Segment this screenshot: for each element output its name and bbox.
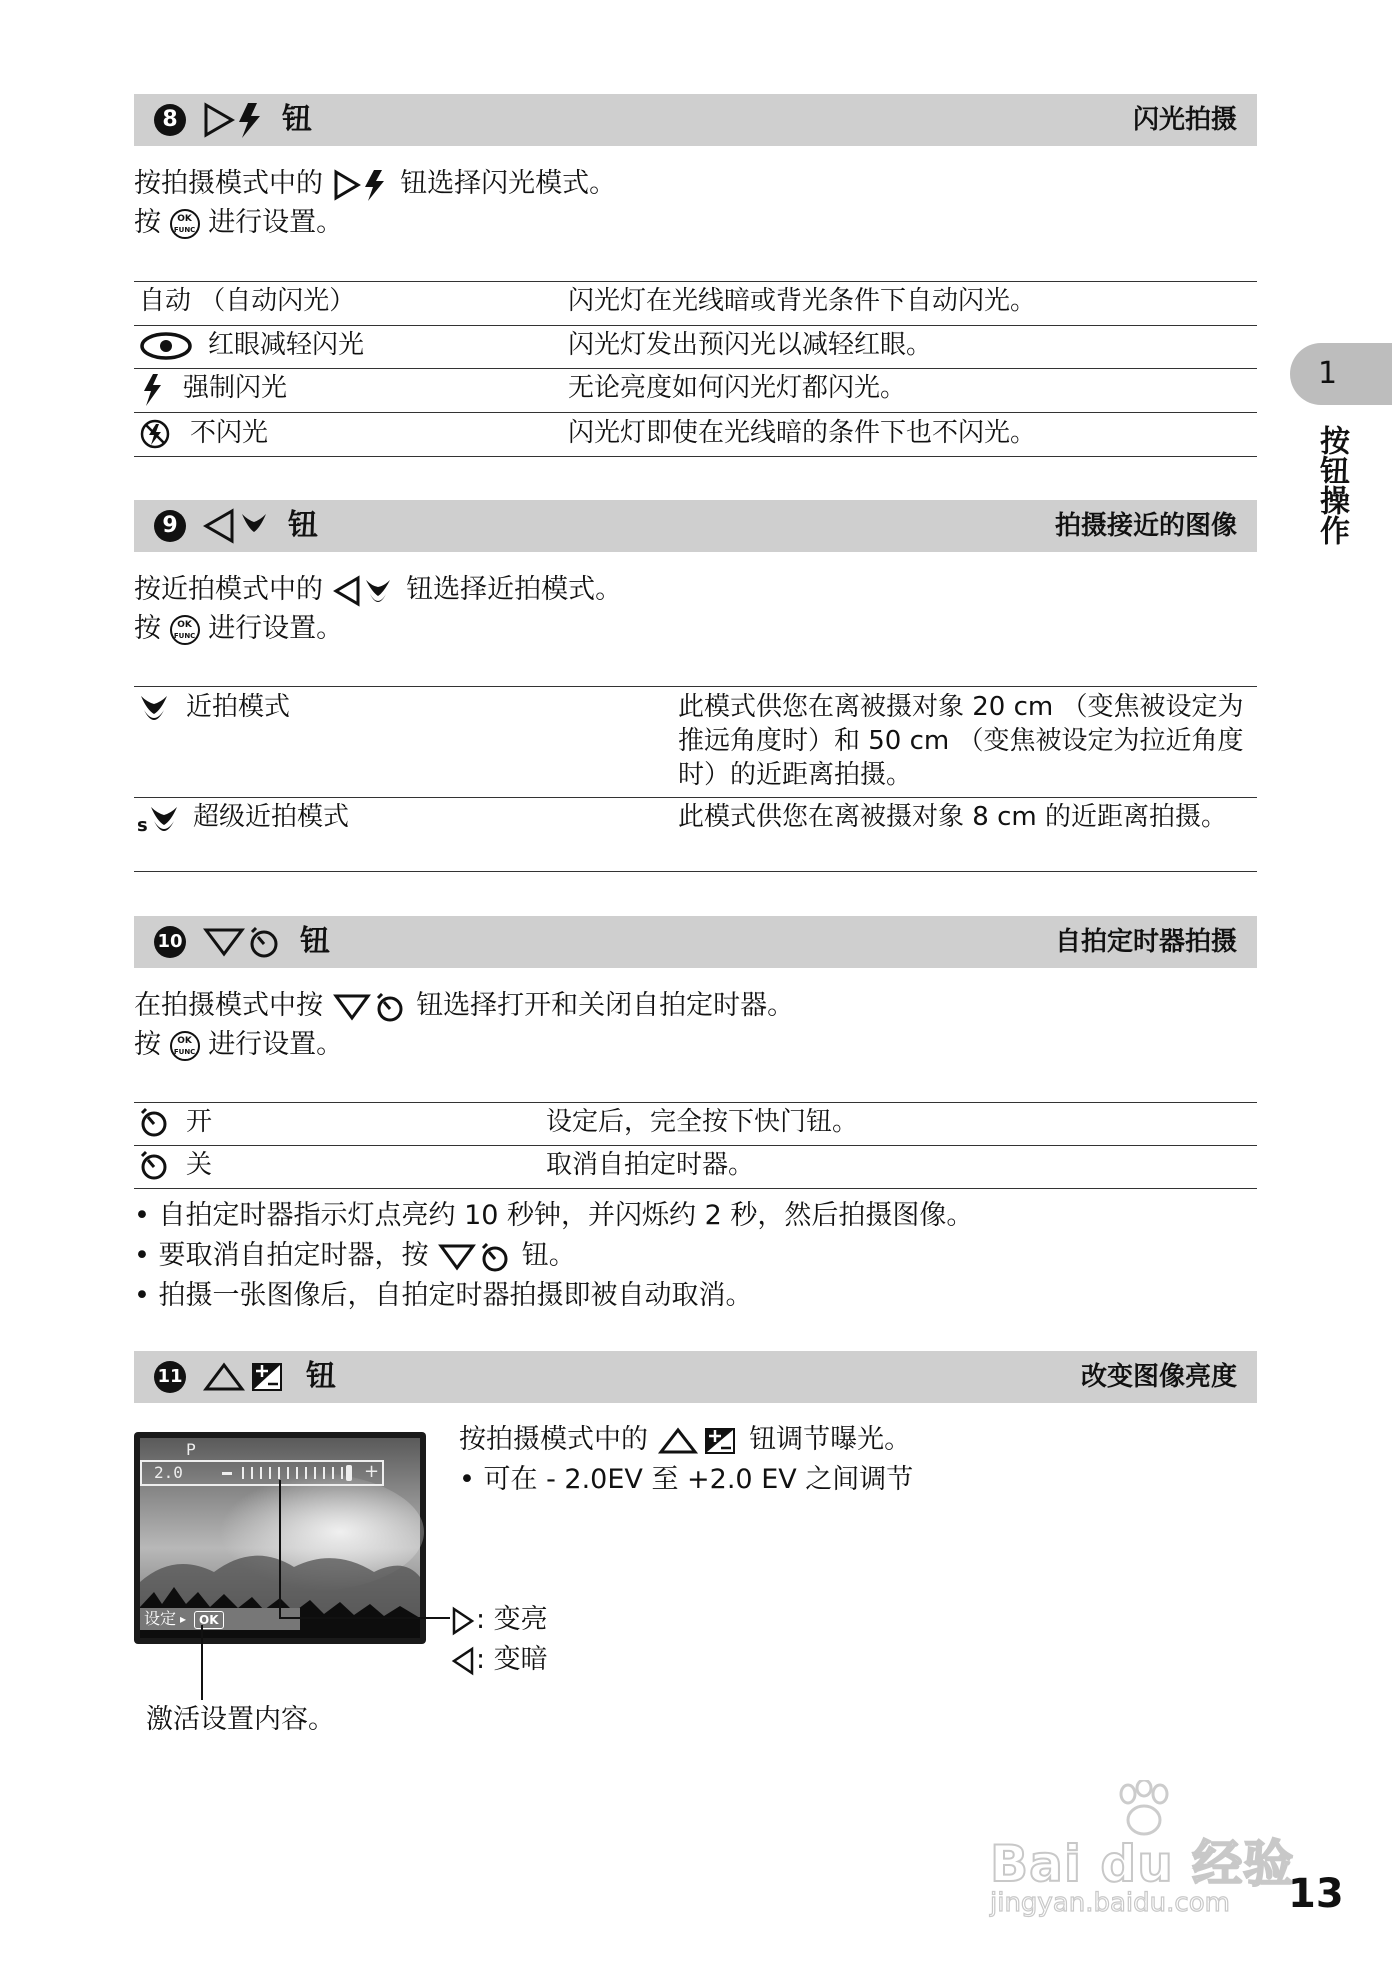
table-rule	[134, 281, 1257, 282]
down-timer-icon	[437, 1240, 513, 1274]
side-tab	[1290, 343, 1392, 405]
section-number: 9	[154, 510, 186, 542]
callout-lines	[190, 1480, 490, 1710]
screen-set-bar: 设定 ▸ OK	[140, 1608, 300, 1630]
down-timer-icon	[332, 990, 408, 1024]
table-rule	[134, 368, 1257, 369]
timer-bullet: • 拍摄一张图像后，自拍定时器拍摄即被自动取消。	[134, 1280, 753, 1311]
right-flash-icon	[202, 100, 268, 140]
key-label: 钮	[306, 1359, 336, 1394]
right-flash-icon	[332, 168, 392, 202]
timer-bullet: • 自拍定时器指示灯点亮约 10 秒钟，并闪烁约 2 秒，然后拍摄图像。	[134, 1200, 974, 1231]
down-timer-icon	[202, 922, 284, 962]
flash-row-label: 不闪光	[190, 418, 269, 448]
key-label: 钮	[282, 102, 312, 137]
flash-instruction-1: 按拍摄模式中的 钮选择闪光模式。	[134, 164, 616, 204]
flash-row-label: 自动 （自动闪光）	[139, 286, 356, 316]
exposure-caption: 激活设置内容。	[146, 1704, 335, 1735]
table-rule	[134, 1102, 1257, 1103]
ev-indicator	[346, 1465, 352, 1481]
key-label: 钮	[288, 508, 318, 543]
table-rule	[134, 325, 1257, 326]
red-eye-icon	[139, 330, 193, 362]
brighter-label: : 变亮	[450, 1600, 548, 1640]
left-arrow-icon	[450, 1645, 476, 1677]
flash-row-label: 红眼减轻闪光	[208, 330, 365, 360]
ok-func-icon: OK FUNC	[170, 209, 200, 239]
table-rule	[134, 686, 1257, 687]
key-label: 钮	[300, 924, 330, 959]
up-exposure-icon	[657, 1424, 741, 1458]
left-macro-icon	[202, 506, 274, 546]
flash-row-desc: 闪光灯在光线暗或背光条件下自动闪光。	[568, 286, 1037, 316]
macro-row-desc: 此模式供您在离被摄对象 20 cm （变焦被设定为推远角度时）和 50 cm （变焦被设定为拉近角度时）的近距离拍摄。	[678, 692, 1244, 790]
page-number: 13	[1288, 1871, 1344, 1917]
timer-row-desc: 取消自拍定时器。	[546, 1150, 755, 1180]
macro-row-label: 近拍模式	[186, 692, 291, 722]
macro-instruction-1: 按近拍模式中的 钮选择近拍模式。	[134, 570, 622, 610]
ev-ticks	[242, 1467, 352, 1479]
table-rule	[134, 1188, 1257, 1189]
side-tab-label: 按钮操作	[1314, 425, 1349, 545]
macro-icon	[139, 692, 169, 724]
section-title: 自拍定时器拍摄	[1054, 927, 1237, 957]
screen-mode: P	[186, 1440, 196, 1459]
timer-row-label: 关	[186, 1150, 213, 1180]
exposure-bullet: • 可在 - 2.0EV 至 +2.0 EV 之间调节	[459, 1464, 914, 1495]
flash-icon	[141, 373, 163, 407]
macro-row-label: 超级近拍模式	[193, 802, 350, 832]
watermark	[990, 1780, 1310, 1920]
ev-value: 2.0	[154, 1463, 183, 1482]
flash-instruction-2: 按 OK FUNC 进行设置。	[134, 207, 344, 238]
self-timer-icon	[139, 1106, 169, 1138]
section-number: 10	[154, 926, 186, 958]
flash-row-desc: 无论亮度如何闪光灯都闪光。	[568, 373, 907, 403]
ok-func-icon: OK FUNC	[170, 1031, 200, 1061]
macro-section-header	[134, 500, 1257, 552]
section-number: 11	[154, 1361, 186, 1393]
right-arrow-icon	[450, 1605, 476, 1637]
flash-row-desc: 闪光灯即使在光线暗的条件下也不闪光。	[568, 418, 1037, 448]
ev-plus: +	[364, 1461, 380, 1482]
section-title: 拍摄接近的图像	[1054, 511, 1237, 541]
macro-instruction-2: 按 OK FUNC 进行设置。	[134, 613, 344, 644]
section-title: 闪光拍摄	[1132, 105, 1237, 135]
watermark-main: Bai du 经验	[990, 1835, 1295, 1893]
table-rule	[134, 456, 1257, 457]
table-rule	[134, 797, 1257, 798]
darker-label: : 变暗	[450, 1640, 548, 1680]
table-rule	[134, 412, 1257, 413]
ev-minus	[222, 1472, 232, 1475]
timer-section-header	[134, 916, 1257, 968]
section-title: 改变图像亮度	[1080, 1362, 1237, 1392]
section-number: 8	[154, 104, 186, 136]
svg-text:s: s	[137, 815, 148, 835]
side-tab-number: 1	[1318, 356, 1338, 391]
timer-row-label: 开	[186, 1107, 213, 1137]
timer-bullet: • 要取消自拍定时器，按 钮。	[134, 1236, 576, 1276]
macro-row-desc: 此模式供您在离被摄对象 8 cm 的近距离拍摄。	[678, 802, 1227, 832]
screen-arrow: ▸	[180, 1612, 187, 1626]
screen-ok: OK	[194, 1611, 224, 1629]
table-rule	[134, 1145, 1257, 1146]
exposure-instruction-1: 按拍摄模式中的 钮调节曝光。	[459, 1420, 911, 1460]
ok-func-icon: OK FUNC	[170, 615, 200, 645]
timer-instruction-1: 在拍摄模式中按 钮选择打开和关闭自拍定时器。	[134, 986, 794, 1026]
up-exposure-icon	[202, 1357, 292, 1397]
watermark-url: jingyan.baidu.com	[990, 1888, 1230, 1918]
flash-off-icon	[139, 418, 171, 450]
timer-instruction-2: 按 OK FUNC 进行设置。	[134, 1029, 344, 1060]
flash-section-header	[134, 94, 1257, 146]
flash-row-label: 强制闪光	[183, 373, 288, 403]
super-macro-icon	[137, 803, 179, 835]
left-macro-icon	[332, 574, 398, 608]
flash-row-desc: 闪光灯发出预闪光以减轻红眼。	[568, 330, 933, 360]
timer-row-desc: 设定后，完全按下快门钮。	[546, 1107, 859, 1137]
exposure-section-header	[134, 1351, 1257, 1403]
self-timer-icon	[139, 1149, 169, 1181]
table-rule	[134, 871, 1257, 872]
